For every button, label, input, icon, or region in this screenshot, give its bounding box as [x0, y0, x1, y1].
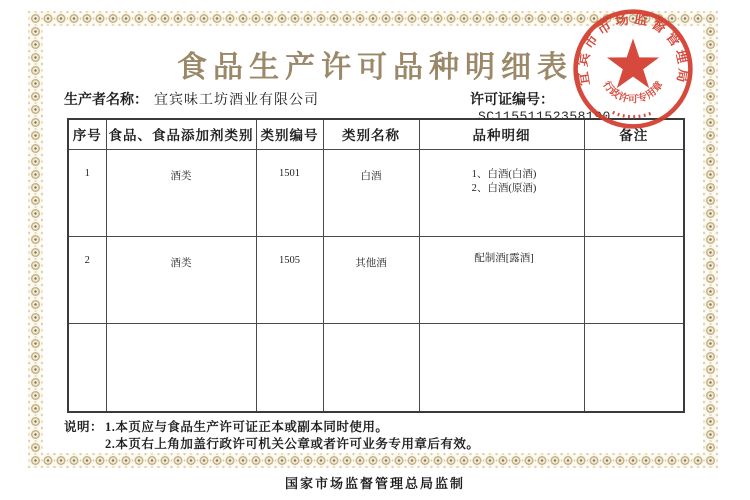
- note-line-2: 2.本页右上角加盖行政许可机关公章或者许可业务专用章后有效。: [105, 437, 480, 451]
- page-title: 食品生产许可品种明细表: [177, 51, 573, 84]
- cell-remark: [584, 149, 684, 236]
- producer-label: 生产者名称：: [64, 93, 148, 108]
- detail-line: 2、白酒(原酒): [471, 182, 537, 194]
- cell-details: [419, 149, 584, 236]
- cell-details: [419, 323, 584, 412]
- cell-seq: 1: [68, 149, 106, 236]
- header-name: 类别名称: [323, 119, 419, 149]
- header-details: 品种明细: [419, 119, 584, 149]
- cell-details: [419, 236, 584, 323]
- variety-detail-table: [67, 118, 685, 413]
- issuer-footer: 国家市场监督管理总局监制: [284, 476, 465, 491]
- detail-line: 配制酒[露酒]: [474, 252, 534, 264]
- detail-line: 1、白酒(白酒): [471, 168, 537, 180]
- cell-category: 酒类: [106, 236, 256, 323]
- note-line-1: 1.本页应与食品生产许可证正本或副本同时使用。: [105, 420, 389, 434]
- license-number: SC11551152358190: [478, 109, 611, 124]
- cell-seq: 2: [68, 236, 106, 323]
- seal-star-icon: [607, 39, 659, 89]
- cell-name: 其他酒: [323, 236, 419, 323]
- cell-category: [106, 323, 256, 412]
- cell-seq: [68, 323, 106, 412]
- license-label: 许可证编号：: [470, 93, 554, 108]
- cell-name: [323, 323, 419, 412]
- header-code: 类别编号: [256, 119, 323, 149]
- cell-remark: [584, 236, 684, 323]
- notes-lines: [105, 419, 479, 453]
- detail-table-wrapper: [67, 118, 685, 413]
- seal-org-text: 宜宾市市场监督管理局: [574, 10, 692, 87]
- cell-remark: [584, 323, 684, 412]
- notes-block: [64, 419, 479, 453]
- producer-name: 宜宾味工坊酒业有限公司: [154, 93, 319, 108]
- svg-text:行政许可专用章: [600, 78, 666, 105]
- table-row: [68, 149, 684, 236]
- cell-code: [256, 323, 323, 412]
- seal-subtitle-text: 行政许可专用章: [600, 79, 666, 106]
- lace-border-bottom: [28, 453, 718, 468]
- official-seal: [569, 5, 697, 133]
- cell-category: 酒类: [106, 149, 256, 236]
- header-remark: 备注: [584, 119, 684, 149]
- producer-field: [64, 89, 319, 109]
- official-seal-graphic: [569, 5, 697, 133]
- cell-code: 1505: [256, 236, 323, 323]
- header-seq: 序号: [68, 119, 106, 149]
- cell-name: 白酒: [323, 149, 419, 236]
- cell-code: 1501: [256, 149, 323, 236]
- table-row: [68, 236, 684, 323]
- header-category: 食品、食品添加剂类别: [106, 119, 256, 149]
- notes-label: 说明：: [64, 420, 104, 434]
- table-row: [68, 323, 684, 412]
- seal-code-dots: [613, 112, 653, 116]
